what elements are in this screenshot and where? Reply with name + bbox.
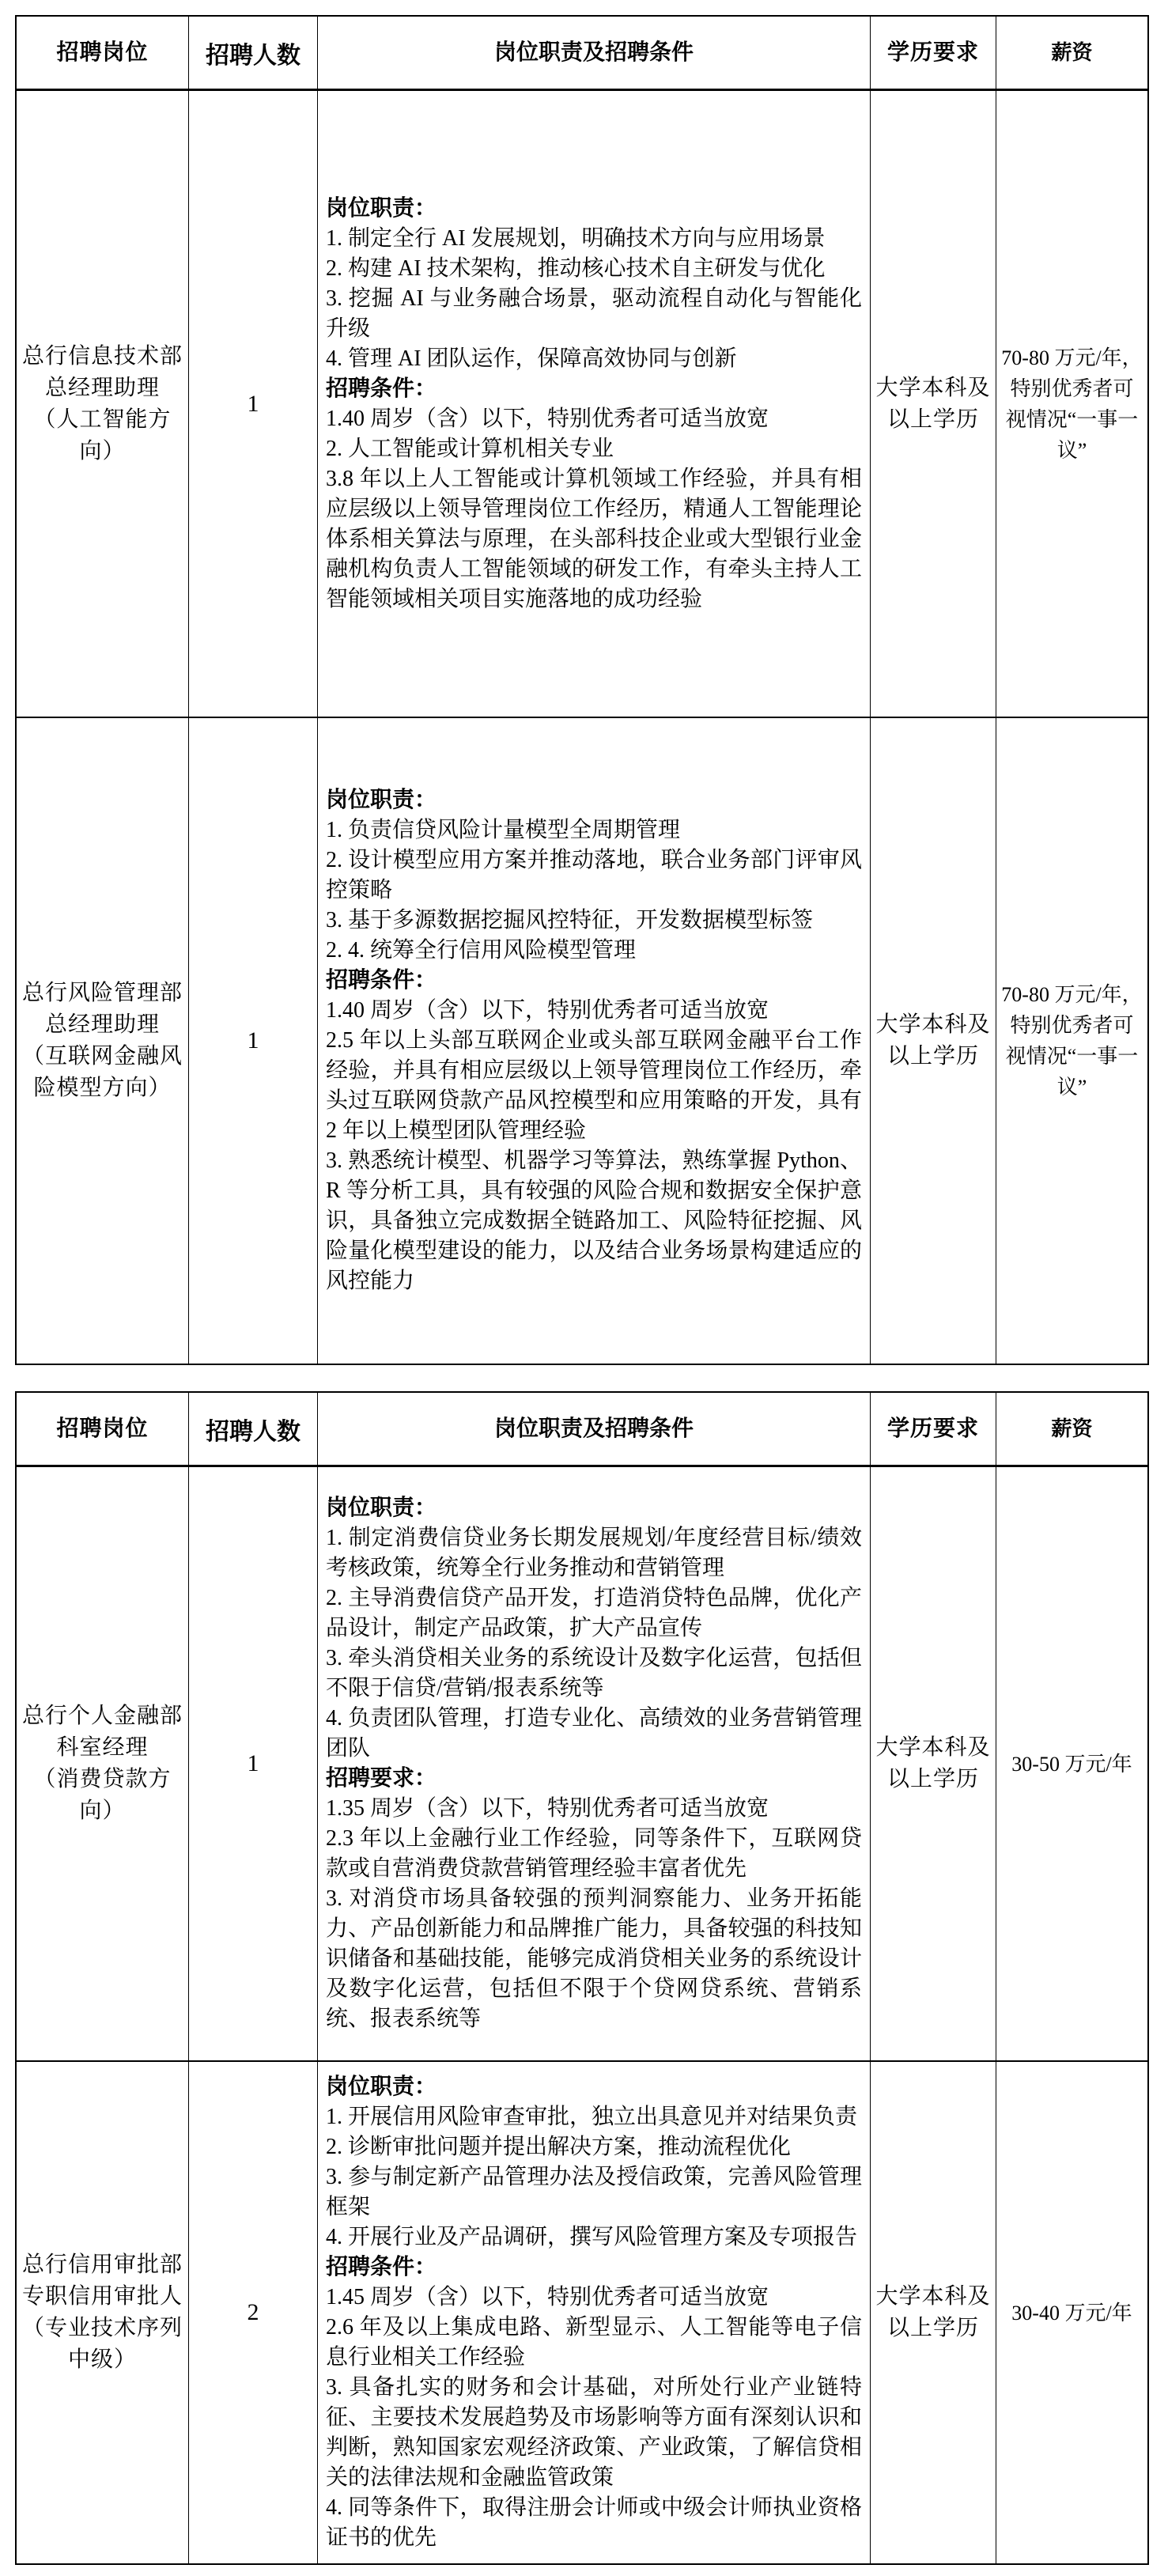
position-line: 总经理助理 xyxy=(44,375,160,400)
detail-line: 2.5 年以上头部互联网企业或头部互联网金融平台工作经验，并具有相应层级以上领导管理岗位工作经历，牵头过互联网贷款产品风控模型和应用策略的开发，具有 2 年以上模型团队管理经验 xyxy=(326,1028,862,1143)
detail-line: 3.8 年以上人工智能或计算机领域工作经验，并具有相应层级以上领导管理岗位工作经历，精通人工智能理论体系相关算法与原理，在头部科技企业或大型银行业金融机构负责人工智能领域的研发工作，有牵头主持人工智能领域相关项目实施落地的成功经验 xyxy=(326,466,862,611)
headcount-cell: 1 xyxy=(189,1467,318,2060)
detail-line: 岗位职责： xyxy=(326,195,437,221)
detail-line: 3. 参与制定新产品管理办法及授信政策，完善风险管理框架 xyxy=(326,2165,862,2219)
detail-line: 1.45 周岁（含）以下，特别优秀者可适当放宽 xyxy=(326,2285,769,2309)
tables-container xyxy=(15,15,1168,2565)
position-line: （人工智能方向） xyxy=(33,407,172,463)
table-row xyxy=(17,717,1147,1364)
detail-line: 3. 对消贷市场具备较强的预判洞察能力、业务开拓能力、产品创新能力和品牌推广能力，具备较强的科技知识储备和基础技能，能够完成消贷相关业务的系统设计及数字化运营，包括但不限于个贷网贷系统、营销系统、报表系统等 xyxy=(326,1886,862,2031)
detail-line: 1. 制定消费信贷业务长期发展规划/年度经营目标/绩效考核政策，统筹全行业务推动和营销管理 xyxy=(326,1526,862,1580)
detail-line: 2. 诊断审批问题并提出解决方案，推动流程优化 xyxy=(326,2135,792,2159)
recruitment-table-1 xyxy=(15,15,1149,1365)
position-line: 总行信息技术部 xyxy=(21,343,183,369)
detail-line: 4. 同等条件下，取得注册会计师或中级会计师执业资格证书的优先 xyxy=(326,2495,862,2550)
detail-line: 3. 基于多源数据挖掘风控特征，开发数据模型标签 xyxy=(326,908,814,932)
position-cell xyxy=(17,1467,189,2060)
salary-cell: 30-40 万元/年 xyxy=(1011,2301,1132,2324)
position-line: 总行个人金融部 xyxy=(21,1704,183,1728)
detail-line: 2.6 年及以上集成电路、新型显示、人工智能等电子信息行业相关工作经验 xyxy=(326,2315,862,2370)
header-cell-salary: 薪资 xyxy=(1051,1417,1093,1440)
detail-line: 4. 开展行业及产品调研，撰写风险管理方案及专项报告 xyxy=(326,2225,858,2249)
position-cell xyxy=(17,718,189,1364)
detail-line: 1.35 周岁（含）以下，特别优秀者可适当放宽 xyxy=(326,1796,769,1821)
headcount-cell: 1 xyxy=(189,718,318,1364)
education-cell: 大学本科及以上学历 xyxy=(871,91,996,717)
salary-cell: 70-80 万元/年，特别优秀者可视情况“一事一议” xyxy=(1001,983,1143,1099)
detail-line: 3. 挖掘 AI 与业务融合场景，驱动流程自动化与智能化升级 xyxy=(326,286,862,341)
detail-line: 1. 制定全行 AI 发展规划，明确技术方向与应用场景 xyxy=(326,225,826,251)
recruitment-table-2 xyxy=(15,1391,1149,2565)
header-cell-position: 招聘岗位 xyxy=(17,17,189,89)
position-line: （消费贷款方向） xyxy=(33,1767,172,1823)
header-cell-headcount: 招聘人数 xyxy=(189,1393,318,1465)
detail-line: 1. 负责信贷风险计量模型全周期管理 xyxy=(326,818,681,842)
detail-line: 招聘条件： xyxy=(326,968,437,993)
detail-line: 招聘要求： xyxy=(326,1766,437,1791)
position-line: 科室经理 xyxy=(56,1735,149,1760)
table-header-row xyxy=(17,1393,1147,1467)
header-cell-education: 学历要求 xyxy=(871,1393,996,1465)
details-cell xyxy=(318,718,871,1364)
position-cell xyxy=(17,2062,189,2563)
position-cell xyxy=(17,91,189,717)
education-cell: 大学本科及以上学历 xyxy=(871,718,996,1364)
education-cell: 大学本科及以上学历 xyxy=(871,1467,996,2060)
header-cell-headcount: 招聘人数 xyxy=(189,17,318,89)
detail-line: 3. 牵头消贷相关业务的系统设计及数字化运营，包括但不限于信贷/营销/报表系统等 xyxy=(326,1646,862,1700)
position-line: （互联网金融风险模型方向） xyxy=(21,1044,183,1100)
salary-cell: 70-80 万元/年，特别优秀者可视情况“一事一议” xyxy=(1001,346,1143,462)
detail-line: 2. 人工智能或计算机相关专业 xyxy=(326,436,614,461)
page xyxy=(15,15,1168,2565)
detail-line: 2. 4. 统筹全行信用风险模型管理 xyxy=(326,938,637,963)
details-cell xyxy=(318,91,871,717)
position-line: 总行信用审批部 xyxy=(21,2253,183,2277)
details-cell xyxy=(318,2062,871,2563)
details-cell xyxy=(318,1467,871,2060)
detail-line: 2. 设计模型应用方案并推动落地，联合业务部门评审风控策略 xyxy=(326,848,862,902)
position-line: 专职信用审批人 xyxy=(21,2284,183,2309)
detail-line: 4. 管理 AI 团队运作，保障高效协同与创新 xyxy=(326,346,737,371)
education-cell: 大学本科及以上学历 xyxy=(871,2062,996,2563)
detail-line: 1.40 周岁（含）以下，特别优秀者可适当放宽 xyxy=(326,998,769,1023)
table-row xyxy=(17,2060,1147,2563)
detail-line: 2.3 年以上金融行业工作经验，同等条件下，互联网贷款或自营消费贷款营销管理经验丰富者优先 xyxy=(326,1826,862,1881)
detail-line: 1. 开展信用风险审查审批，独立出具意见并对结果负责 xyxy=(326,2105,858,2129)
detail-line: 3. 具备扎实的财务和会计基础，对所处行业产业链特征、主要技术发展趋势及市场影响等方面有深刻认识和判断，熟知国家宏观经济政策、产业政策，了解信贷相关的法律法规和金融监管政策 xyxy=(326,2375,862,2490)
position-line: （专业技术序列中级） xyxy=(21,2316,183,2372)
headcount-cell: 2 xyxy=(189,2062,318,2563)
detail-line: 岗位职责： xyxy=(326,2075,437,2099)
table-row xyxy=(17,91,1147,717)
header-cell-salary: 薪资 xyxy=(1051,41,1093,64)
detail-line: 4. 负责团队管理，打造专业化、高绩效的业务营销管理团队 xyxy=(326,1706,862,1761)
salary-cell: 30-50 万元/年 xyxy=(1011,1752,1132,1776)
header-cell-details: 岗位职责及招聘条件 xyxy=(318,1393,871,1465)
header-cell-position: 招聘岗位 xyxy=(17,1393,189,1465)
detail-line: 2. 构建 AI 技术架构，推动核心技术自主研发与优化 xyxy=(326,255,826,281)
headcount-cell: 1 xyxy=(189,91,318,717)
detail-line: 招聘条件： xyxy=(326,2255,437,2279)
table-row xyxy=(17,1467,1147,2060)
header-cell-education: 学历要求 xyxy=(871,17,996,89)
detail-line: 2. 主导消费信贷产品开发，打造消贷特色品牌，优化产品设计，制定产品政策，扩大产品宣传 xyxy=(326,1586,862,1640)
detail-line: 3. 熟悉统计模型、机器学习等算法，熟练掌握 Python、R 等分析工具，具有较强的风险合规和数据安全保护意识，具备独立完成数据全链路加工、风险特征挖掘、风险量化模型建设的能力，以及结合业务场景构建适应的风控能力 xyxy=(326,1148,862,1293)
detail-line: 岗位职责： xyxy=(326,1496,437,1520)
position-line: 总行风险管理部 xyxy=(21,981,183,1005)
detail-line: 招聘条件： xyxy=(326,376,437,401)
header-cell-details: 岗位职责及招聘条件 xyxy=(318,17,871,89)
position-line: 总经理助理 xyxy=(44,1012,160,1037)
detail-line: 岗位职责： xyxy=(326,788,437,812)
table-header-row xyxy=(17,17,1147,91)
detail-line: 1.40 周岁（含）以下，特别优秀者可适当放宽 xyxy=(326,406,769,431)
